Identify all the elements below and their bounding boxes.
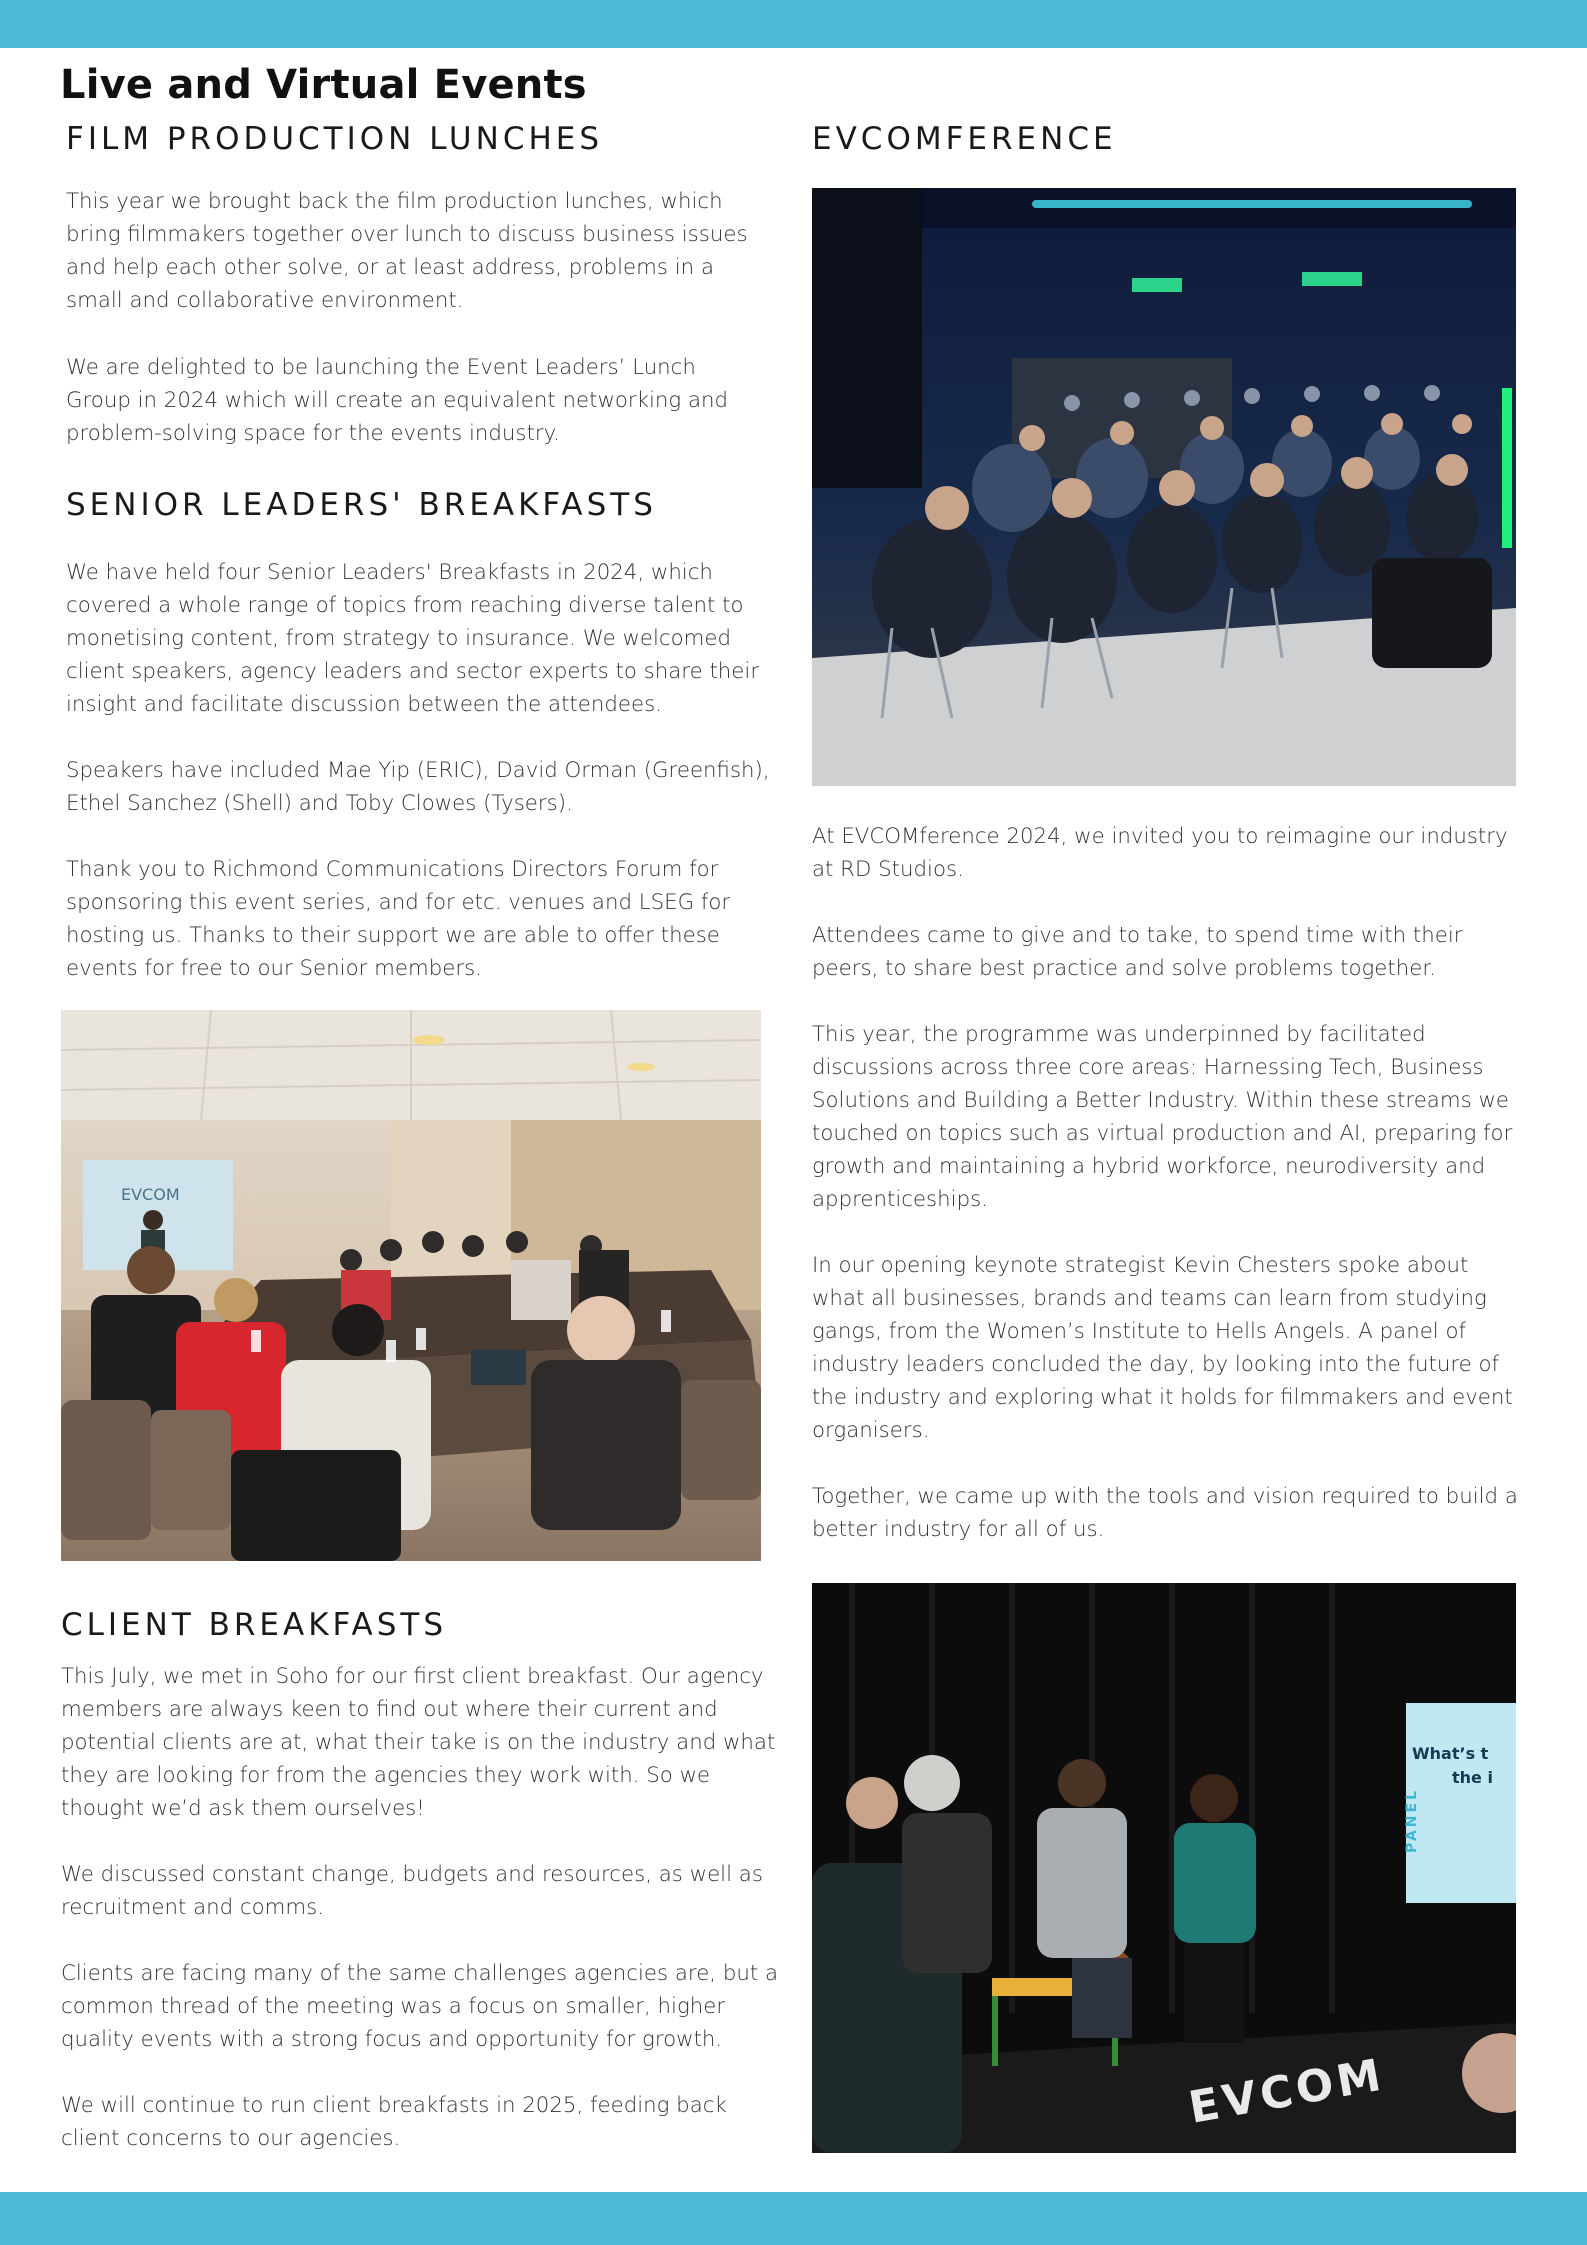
conference-audience-photo [812,188,1516,786]
client-breakfasts-paragraph-4: We will continue to run client breakfasts in 2025, feeding back client concerns to our agencies. [61,2093,727,2151]
senior-breakfasts-heading: SENIOR LEADERS' BREAKFASTS [66,487,657,523]
meeting-room-photo [61,1010,761,1561]
film-lunches-paragraph-2: We are delighted to be launching the Event Leaders’ Lunch Group in 2024 which will create an equivalent networking and problem-solving space for the events industry. [66,355,729,446]
film-lunches-heading: FILM PRODUCTION LUNCHES [66,121,604,157]
evcomference-paragraph-5: Together, we came up with the tools and vision required to build a better industry for all of us. [812,1484,1518,1542]
screen-logo-text: EVCOM [121,1185,180,1204]
evcomference-paragraph-2: Attendees came to give and to take, to spend time with their peers, to share best practice and solve problems together. [812,923,1463,981]
evcomference-paragraph-3: This year, the programme was underpinned by facilitated discussions across three core areas: Harnessing Tech, Business Solutions and Building a Better Industry. Within these streams we touched on topics such as virtual production and AI, preparing for growth and maintaining a hybrid workforce, neurodiversity and apprenticeships. [812,1022,1513,1212]
film-lunches-paragraph-1: This year we brought back the film production lunches, which bring filmmakers together over lunch to discuss business issues and help each other solve, or at least address, problems in a small and collaborative environment. [66,189,748,313]
screen-title-line-1: What’s t [1412,1744,1489,1763]
screen-side-text: PANEL [1404,1787,1420,1853]
client-breakfasts-heading: CLIENT BREAKFASTS [61,1607,448,1643]
evcomference-heading: EVCOMFERENCE [812,121,1117,157]
client-breakfasts-paragraph-2: We discussed constant change, budgets and resources, as well as recruitment and comms. [61,1862,763,1920]
senior-breakfasts-paragraph-2: Speakers have included Mae Yip (ERIC), David Orman (Greenfish), Ethel Sanchez (Shell) and Toby Clowes (Tysers). [66,758,770,816]
screen-title-line-2: the i [1452,1768,1493,1787]
page-title: Live and Virtual Events [60,62,587,108]
top-accent-bar [0,0,1587,48]
client-breakfasts-paragraph-3: Clients are facing many of the same challenges agencies are, but a common thread of the meeting was a focus on smaller, higher quality events with a strong focus and opportunity for growth. [61,1961,779,2052]
evcomference-paragraph-4: In our opening keynote strategist Kevin Chesters spoke about what all businesses, brands and teams can learn from studying gangs, from the Women’s Institute to Hells Angels. A panel of industry leaders concluded the day, by looking into the future of the industry and exploring what it holds for filmmakers and event organisers. [812,1253,1513,1443]
stage-logo-text: EVCOM [1185,2049,1389,2134]
senior-breakfasts-paragraph-1: We have held four Senior Leaders' Breakfasts in 2024, which covered a whole range of topics from reaching diverse talent to monetising content, from strategy to insurance. We welcomed client speakers, agency leaders and sector experts to share their insight and facilitate discussion between the attendees. [66,560,760,717]
panel-stage-photo [812,1583,1516,2153]
evcomference-paragraph-1: At EVCOMference 2024, we invited you to reimagine our industry at RD Studios. [812,824,1508,882]
senior-breakfasts-paragraph-3: Thank you to Richmond Communications Directors Forum for sponsoring this event series, and for etc. venues and LSEG for hosting us. Thanks to their support we are able to offer these events for free to our Senior members. [66,857,731,981]
client-breakfasts-paragraph-1: This July, we met in Soho for our first client breakfast. Our agency members are always keen to find out where their current and potential clients are at, what their take is on the industry and what they are looking for from the agencies they work with. So we thought we’d ask them ourselves! [61,1664,776,1821]
bottom-accent-bar [0,2192,1587,2245]
